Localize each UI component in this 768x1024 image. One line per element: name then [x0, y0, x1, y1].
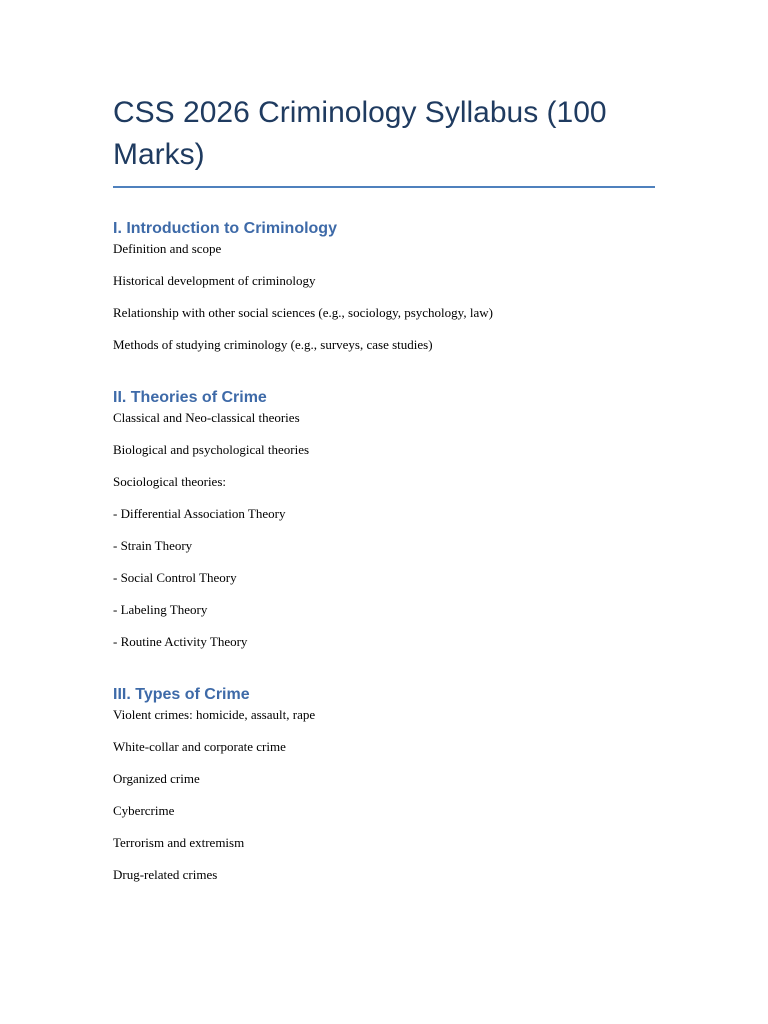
- list-item: Terrorism and extremism: [113, 835, 245, 850]
- list-item: - Routine Activity Theory: [113, 634, 248, 649]
- list-item: Classical and Neo-classical theories: [113, 410, 300, 425]
- list-item: - Differential Association Theory: [113, 506, 286, 521]
- list-item: - Strain Theory: [113, 538, 193, 553]
- section-heading: III. Types of Crime: [113, 686, 250, 703]
- list-item: Biological and psychological theories: [113, 442, 310, 457]
- section-heading: II. Theories of Crime: [113, 389, 267, 406]
- list-item: - Labeling Theory: [113, 602, 208, 617]
- list-item: White-collar and corporate crime: [113, 739, 286, 754]
- section-theories: [113, 388, 655, 650]
- list-item: Definition and scope: [113, 241, 222, 256]
- list-item: - Social Control Theory: [113, 570, 237, 585]
- section-heading: I. Introduction to Criminology: [113, 220, 337, 237]
- list-item: Violent crimes: homicide, assault, rape: [113, 707, 316, 722]
- list-item: Cybercrime: [113, 803, 175, 818]
- list-item: Relationship with other social sciences (e.g., sociology, psychology, law): [113, 305, 493, 320]
- list-item: Drug-related crimes: [113, 867, 218, 882]
- document-page: [113, 92, 655, 883]
- page-title: CSS 2026 Criminology Syllabus (100 Marks): [113, 96, 607, 171]
- title-underline: [113, 186, 655, 188]
- section-types-of-crime: [113, 685, 655, 883]
- list-item: Historical development of criminology: [113, 273, 316, 288]
- list-item: Organized crime: [113, 771, 200, 786]
- list-item: Methods of studying criminology (e.g., surveys, case studies): [113, 337, 433, 352]
- section-introduction: [113, 219, 655, 353]
- list-item: Sociological theories:: [113, 474, 227, 489]
